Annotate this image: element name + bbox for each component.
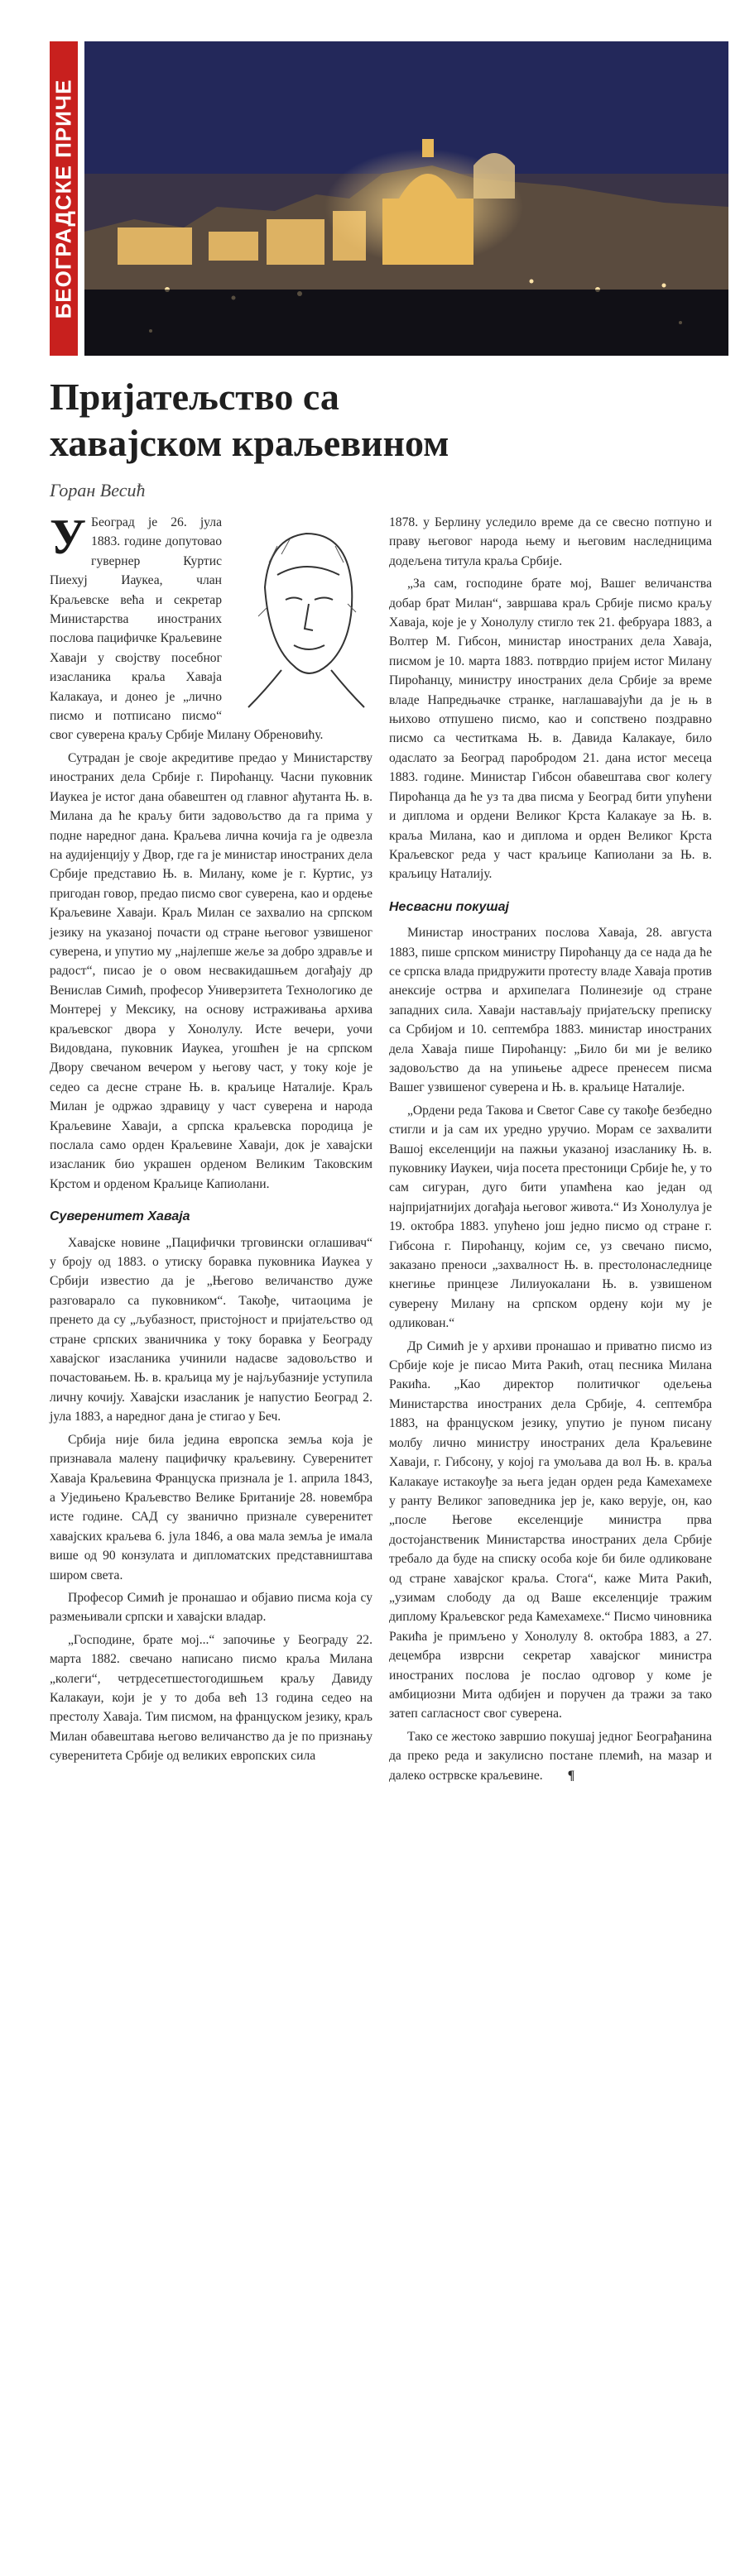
paragraph: „За сам, господине брате мој, Вашег величанства добар брат Милан“, завршава краљ Србије писмо краљу Хаваја, које је у Хонолулу стигло тек 21. фебруара 1883, а Волтер М. Гибсон, министар иностраних дела Хаваја, писмом је 10. марта 1883. потврдио пријем истог Милану Пироћанцу, министру иностраних дела Србије за време владе Напредњачке странке, наглашавајући да је њ в њихово отпушено писмо, као и сопствено поздравно писмо са честиткама Њ. в. Давида Калакауе, било одаслато за Београд паробродом 21. дана истог месеца 1883. године. Министар Гибсон обавештава свог колегу Пироћанца да ће уз та два писма у Београд бити упућени и диплома и ордени Великог Крста Калакауе за Њ. в. краља Милана, као и диплома и орден Великог Крста Краљевског реда у част краљице Капиолани за Њ. в. краљицу Наталију. [389,577,712,882]
end-mark: ¶ [567,1768,575,1783]
paragraph: Хавајске новине „Пацифички трговински оглашивач“ у броју од 1883. о утиску боравка пуковника Иаукеа у Србији известио да је „Његово величанство дуже разговарало са пуковником“. Такође, читаоцима је пренето да су „љубазност, пристојност и пријатељство од стране српских званичника у току боравка у Београду хавајског изасланика учинили надасве задовољство и почастовањем. Њ. в. краљица му је најљубазније уступила личну кочију. Хавајски изасланик је напустио Београд 2. јула 1883, а наредног дана је стигао у Беч. [50,1235,372,1424]
belgrade-night-photo [84,41,728,356]
lead-paragraph: У Београд је 26. јула 1883. године допутовао гувернер Куртис Пиехуј Иаукеа, члан Краљевске већа и секретар Министарства иностраних послова пацифичке Краљевине Хаваји у својству посебног изасланика краља Хаваја Калакауа, и донео је „лично писмо и потписано писмо“ свог суверена краљу Србије Милану Обреновићу. [50,510,324,743]
paragraph: „Господине, брате мој...“ започиње у Београду 22. марта 1882. свечано написано писмо краља Милана „колеги“, четрдесетшестогодишњем краљу Давиду Калакауи, који је у то доба већ 13 година седео на престолу Хаваја. Тим писмом, на француском језику, краљ Милан обавештава његово величанство да је по признању суверенитета Србије од великих европских сила [50,1632,372,1764]
header-band [50,41,728,356]
section-tab [50,41,78,356]
paragraph-final: Тако се жестоко завршио покушај једног Београђанина да преко реда и закулисно постане племић, на мазар и далеко острвске краљевине. ¶ [389,1727,712,1785]
column-left [50,510,372,1769]
paragraph: Др Симић је у архиви пронашао и приватно писмо из Србије које је писао Мита Ракић, отац песника Милана Ракића. „Као директор политичког одељења Министарства иностраних дела Србије, 4. септембра 1883, на француском језику, упутио је пуном писану молбу лично министру иностраних дела Краљевине Хаваји, г. Гибсону, у којој га умољава да вол Њ. в. краља Калакауе истакоуђе за њега један орден реда Камехамехе у ранту Великог заповедника јер је, како верује, он, као „после Његове екселенције министра прва достојанственик Министарства иностраних дела Србије требало да буде на списку особа које би биле одликоване од стране хавајског краља. Стога“, каже Мита Ракић, „узимам слободу да од Ваше екселенције тражим диплому Краљевског реда Камехамехе.“ Писмо чиновника Ракића је примљено у Хонолулу 8. октобра 1883, а 27. децембра изврсни секретар хавајског министра иностраних послова је послао одговор у коме је амбициозни Мита одбијен и поручен да тражи за тако затеп сагласност свог суверена. [389,1338,712,1721]
city-skyline-image [84,41,728,356]
dropcap: У [50,510,87,564]
title-line-2: хавајском краљевином [50,422,449,464]
paragraph: „Ордени реда Такова и Светог Саве су такође безбедно стигли и ја сам их уредно уручио. Морам се захвалити Вашој екселенцији на пажњи указаној изасланику Њ. в. пуковнику Иаукеи, чија посета престоници Србије ће, у то сам сигуран, дуго бити упамћена као један од најпријатнијих догађаја његовог живота.“ Из Хонолулуа је 19. октобра 1883. упућено још једно писмо од стране г. Гибсона г. Пироћанцу, којим се, уз свечано писмо, заказано преноси „захвалност Њ. в. престолонаследнице кнегиње принцезе Лилиуокалани Њ. в. узвишеном суверену Милану на српском ордену који му је одликован.“ [389,1103,712,1331]
paragraph: Професор Симић је пронашао и објавио писма која су размењивали српски и хавајски владар. [50,1590,372,1625]
subheading-unhappy-attempt: Несвасни покушај [389,899,509,914]
section-label: БЕОГРАДСКЕ ПРИЧЕ [50,79,76,318]
author-portrait-sketch [232,513,372,711]
paragraph: Министар иностраних послова Хаваја, 28. августа 1883, пише српском министру Пироћанцу да се нада да ће се српска влада придружити протесту владе Хаваја против анексије острва и архипелага Полинезије од стране западних сила. Хаваји настављају пријатељску преписку са Србијом и 10. септембра 1883. министар иностраних дела Хаваја пише Пироћанцу: „Било би ми је велико задовољство да на упињење адресе пренесем писма Вашег узвишеног суверена и Њ. в. краљице Наталије. [389,926,712,1095]
author-byline: Горан Весић [50,480,146,500]
article-title [50,374,712,467]
column-right [389,513,712,1788]
subheading-sovereignty: Суверенитет Хаваја [50,1209,190,1224]
paragraph: 1878. у Берлину уследило време да се свесно потпуно и праву његовог народа њему и његовим наследницима додељена титула краља Србије. [389,515,712,568]
title-line-1: Пријатељство са [50,376,339,418]
paragraph: Србија није била једина европска земља која је признавала малену пацифичку краљевину. Суверенитет Хаваја Краљевина Француска признала је 1. априла 1843, а Уједињено Краљевство Велике Британије 28. новембра исте године. САД су званично признале суверенитет хавајских краљева 6. јула 1846, а ова мала земља је имала више од 90 конзулата и дипломатских представништава широм света. [50,1432,372,1582]
paragraph: Сутрадан је своје акредитиве предао у Министарству иностраних дела Србије г. Пироћанцу. Часни пуковник Иаукеа је истог дана обавештен од главног ађутанта Њ. в. Милана да ће краљу бити задовољство да га прима у подне наредног дана. Краљева лична кочија га је одвезла на аудијенцију у Двор, где га је министар иностраних дела Србије представио Њ. в. Милану, коме је г. Куртис, уз пригодан говор, предао писмо свог суверена, као и ордење Краљевине Хаваји. Краљ Милан се захвалио на српском језику на указаној почасти од стране његовог узвишеног суверена, и упутио му „најлепше жеље за добро здравље и радост“, писао је о овом несвакидашњем догађају др Венислав Симић, професор Универзитета Технологико де Монтереј у Мексику, на основу истраживања архива краљевског двора у Хонолулу. Исте вечери, уочи Видовдана, пуковник Иаукеа, угошћен је на српском Двору свечаном вечером у његову част, у току које је седео са десне стране Њ. в. краљице Наталије. Краљ Милан је одржао здравицу у част суверена и народа Краљевине Хаваји, а српска краљевска породица је послала само орден Краљевине Хаваји, док је хавајски изасланик био украшен орденом Великим Таковским Крстом и орденом Краљице Капиолани. [50,750,372,1191]
